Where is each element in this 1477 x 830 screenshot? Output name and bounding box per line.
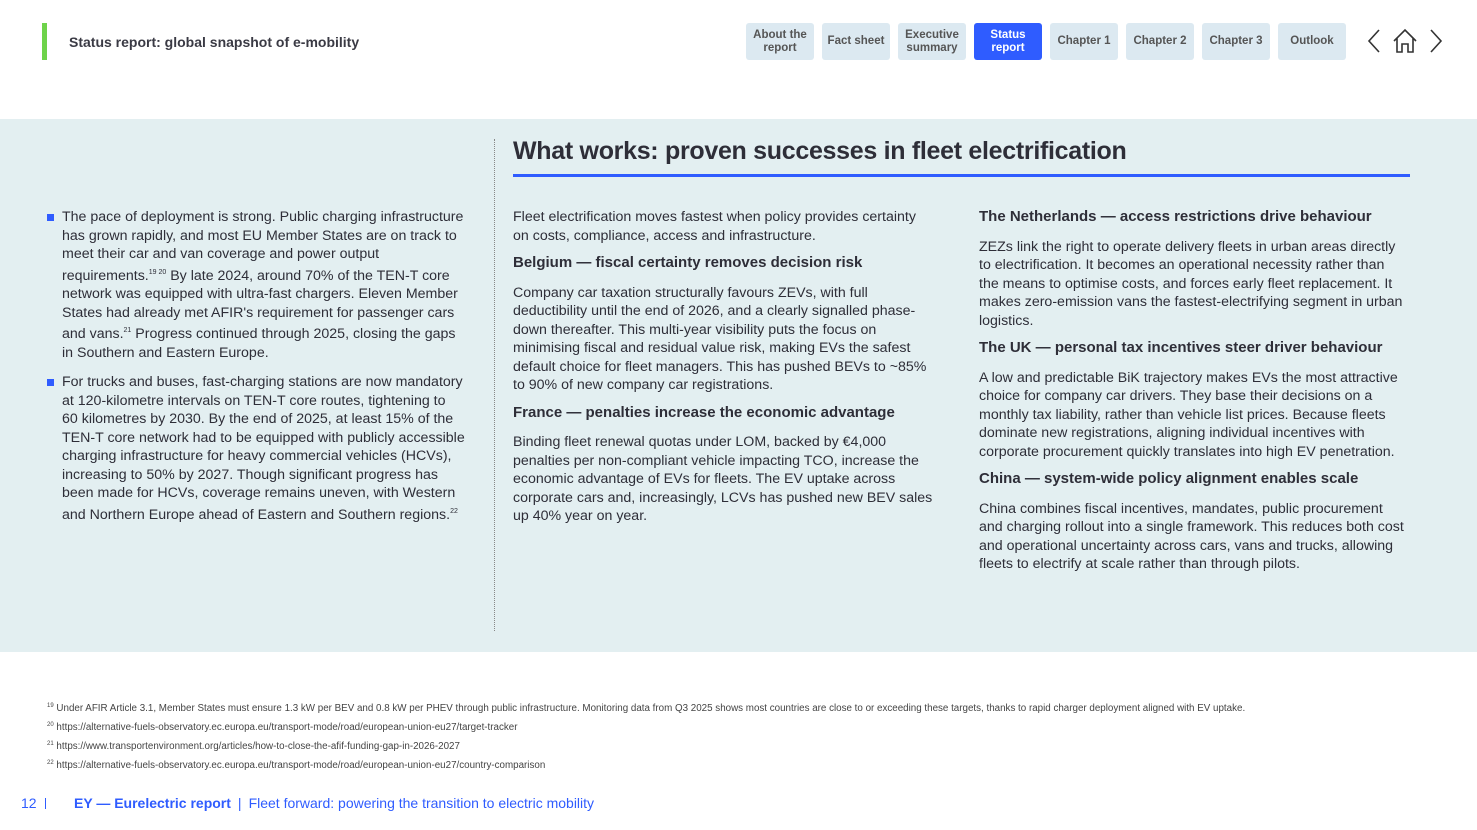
- page-number: 12: [21, 795, 37, 811]
- list-item: For trucks and buses, fast-charging stations are now mandatory at 120-kilometre intervals on TEN-T core routes, tightening to 60 kilometres by 2030. By the end of 2025, at least 15% of the TEN-T core network had to be equipped with publicly accessible charging infrastructure for heavy commercial vehicles (HCVs), increasing to 50% by 2027. Though significant progress has been made for HCVs, coverage remains uneven, with Western and Northern Europe ahead of Eastern and Southern regions.$^{22}$: [47, 373, 465, 524]
- tab-executive-summary[interactable]: Executive summary: [898, 23, 966, 60]
- chevron-left-icon[interactable]: [1366, 28, 1382, 59]
- tab-chapter-1[interactable]: Chapter 1: [1050, 23, 1118, 60]
- section-body-china: China combines fiscal incentives, mandates, public procurement and charging rollout into a single framework. This reduces both cost and operational uncertainty across cars, vans and trucks, allowing fleets to electrify at scale rather than through pilots.: [979, 500, 1404, 572]
- tab-outlook[interactable]: Outlook: [1278, 23, 1346, 60]
- right-column: [979, 208, 1404, 583]
- footer-title: Fleet forward: powering the transition to electric mobility: [248, 795, 595, 811]
- section-title-netherlands: The Netherlands — access restrictions drive behaviour: [979, 208, 1372, 225]
- tab-about-the-report[interactable]: About the report: [746, 23, 814, 60]
- intro-text: Fleet electrification moves fastest when policy provides certainty on costs, compliance, access and infrastructure.: [513, 209, 916, 244]
- footnotes: [47, 700, 1245, 776]
- list-item: The pace of deployment is strong. Public charging infrastructure has grown rapidly, and most EU Member States are on track to meet their car and van coverage and power output requirements.$^{19 20}$ By late 2024, around 70% of the TEN-T core network was equipped with ultra-fast chargers. Eleven Member States had already met AFIR's requirement for passenger cars and vans.$^{21}$ Progress continued through 2025, closing the gaps in Southern and Eastern Europe.: [47, 208, 465, 362]
- column-divider: [494, 139, 495, 631]
- footer-separator: |: [237, 795, 242, 811]
- bullet-icon: [47, 379, 54, 386]
- footer-brand: EY — Eurelectric report: [74, 795, 231, 811]
- chevron-right-icon[interactable]: [1428, 28, 1444, 59]
- footnote: $^{21}$ https://www.transportenvironment.org/articles/how-to-close-the-afif-funding-gap-in-2026-2027: [47, 741, 460, 752]
- tab-status-report[interactable]: Status report: [974, 23, 1042, 60]
- middle-column: [513, 208, 933, 535]
- home-icon[interactable]: [1392, 28, 1418, 59]
- footnote: $^{22}$ https://alternative-fuels-observatory.ec.europa.eu/transport-mode/road/european-union-eu27/country-comparison: [47, 760, 546, 771]
- tab-chapter-2[interactable]: Chapter 2: [1126, 23, 1194, 60]
- page-footer: [21, 795, 594, 811]
- footer-divider: [45, 798, 46, 809]
- tab-chapter-3[interactable]: Chapter 3: [1202, 23, 1270, 60]
- section-body-france: Binding fleet renewal quotas under LOM, backed by €4,000 penalties per non-compliant vehicle impacting TCO, increase the economic advantage of EVs for fleets. The EV uptake across corporate cars and, increasingly, LCVs has pushed new BEV sales up 40% year on year.: [513, 434, 933, 524]
- tab-fact-sheet[interactable]: Fact sheet: [822, 23, 890, 60]
- section-body-netherlands: ZEZs link the right to operate delivery fleets in urban areas directly to electrification. It becomes an operational necessity rather than the means to optimise costs, and forces early fleet replacement. It makes zero-emission vans the fastest-electrifying segment in urban logistics.: [979, 238, 1403, 329]
- section-title-china: China — system-wide policy alignment enables scale: [979, 470, 1359, 487]
- heading-underline: [513, 174, 1410, 177]
- section-title-belgium: Belgium — fiscal certainty removes decision risk: [513, 254, 863, 271]
- chapter-nav: [746, 23, 1346, 60]
- accent-bar: [42, 23, 47, 60]
- bullet-list: [47, 208, 465, 535]
- footnote: $^{19}$ Under AFIR Article 3.1, Member States must ensure 1.3 kW per BEV and 0.8 kW per PHEV through public infrastructure. Monitoring data from Q3 2025 shows most countries are close to or exceeding these targets, thanks to rapid charger deployment aligned with EV uptake.: [47, 703, 1246, 714]
- section-body-uk: A low and predictable BiK trajectory makes EVs the most attractive choice for company car drivers. They base their decisions on a monthly tax liability, rather than vehicle list prices. Because fleets dominate new registrations, aligning individual incentives with corporate procurement quickly translates into high EV penetration.: [979, 369, 1398, 460]
- section-body-belgium: Company car taxation structurally favours ZEVs, with full deductibility until the end of 2026, and a clearly signalled phase-down thereafter. This multi-year visibility puts the focus on minimising fiscal and residual value risk, making EVs the safest default choice for fleet managers. This has pushed BEVs to ~85% to 90% of new company car registrations.: [513, 284, 927, 393]
- page-heading: What works: proven successes in fleet electrification: [513, 137, 1127, 165]
- bullet-icon: [47, 214, 54, 221]
- footnote: $^{20}$ https://alternative-fuels-observatory.ec.europa.eu/transport-mode/road/european-union-eu27/target-tracker: [47, 722, 518, 733]
- section-title-france: France — penalties increase the economic advantage: [513, 403, 895, 421]
- section-title-uk: The UK — personal tax incentives steer driver behaviour: [979, 339, 1383, 356]
- document-title: Status report: global snapshot of e-mobility: [69, 34, 360, 50]
